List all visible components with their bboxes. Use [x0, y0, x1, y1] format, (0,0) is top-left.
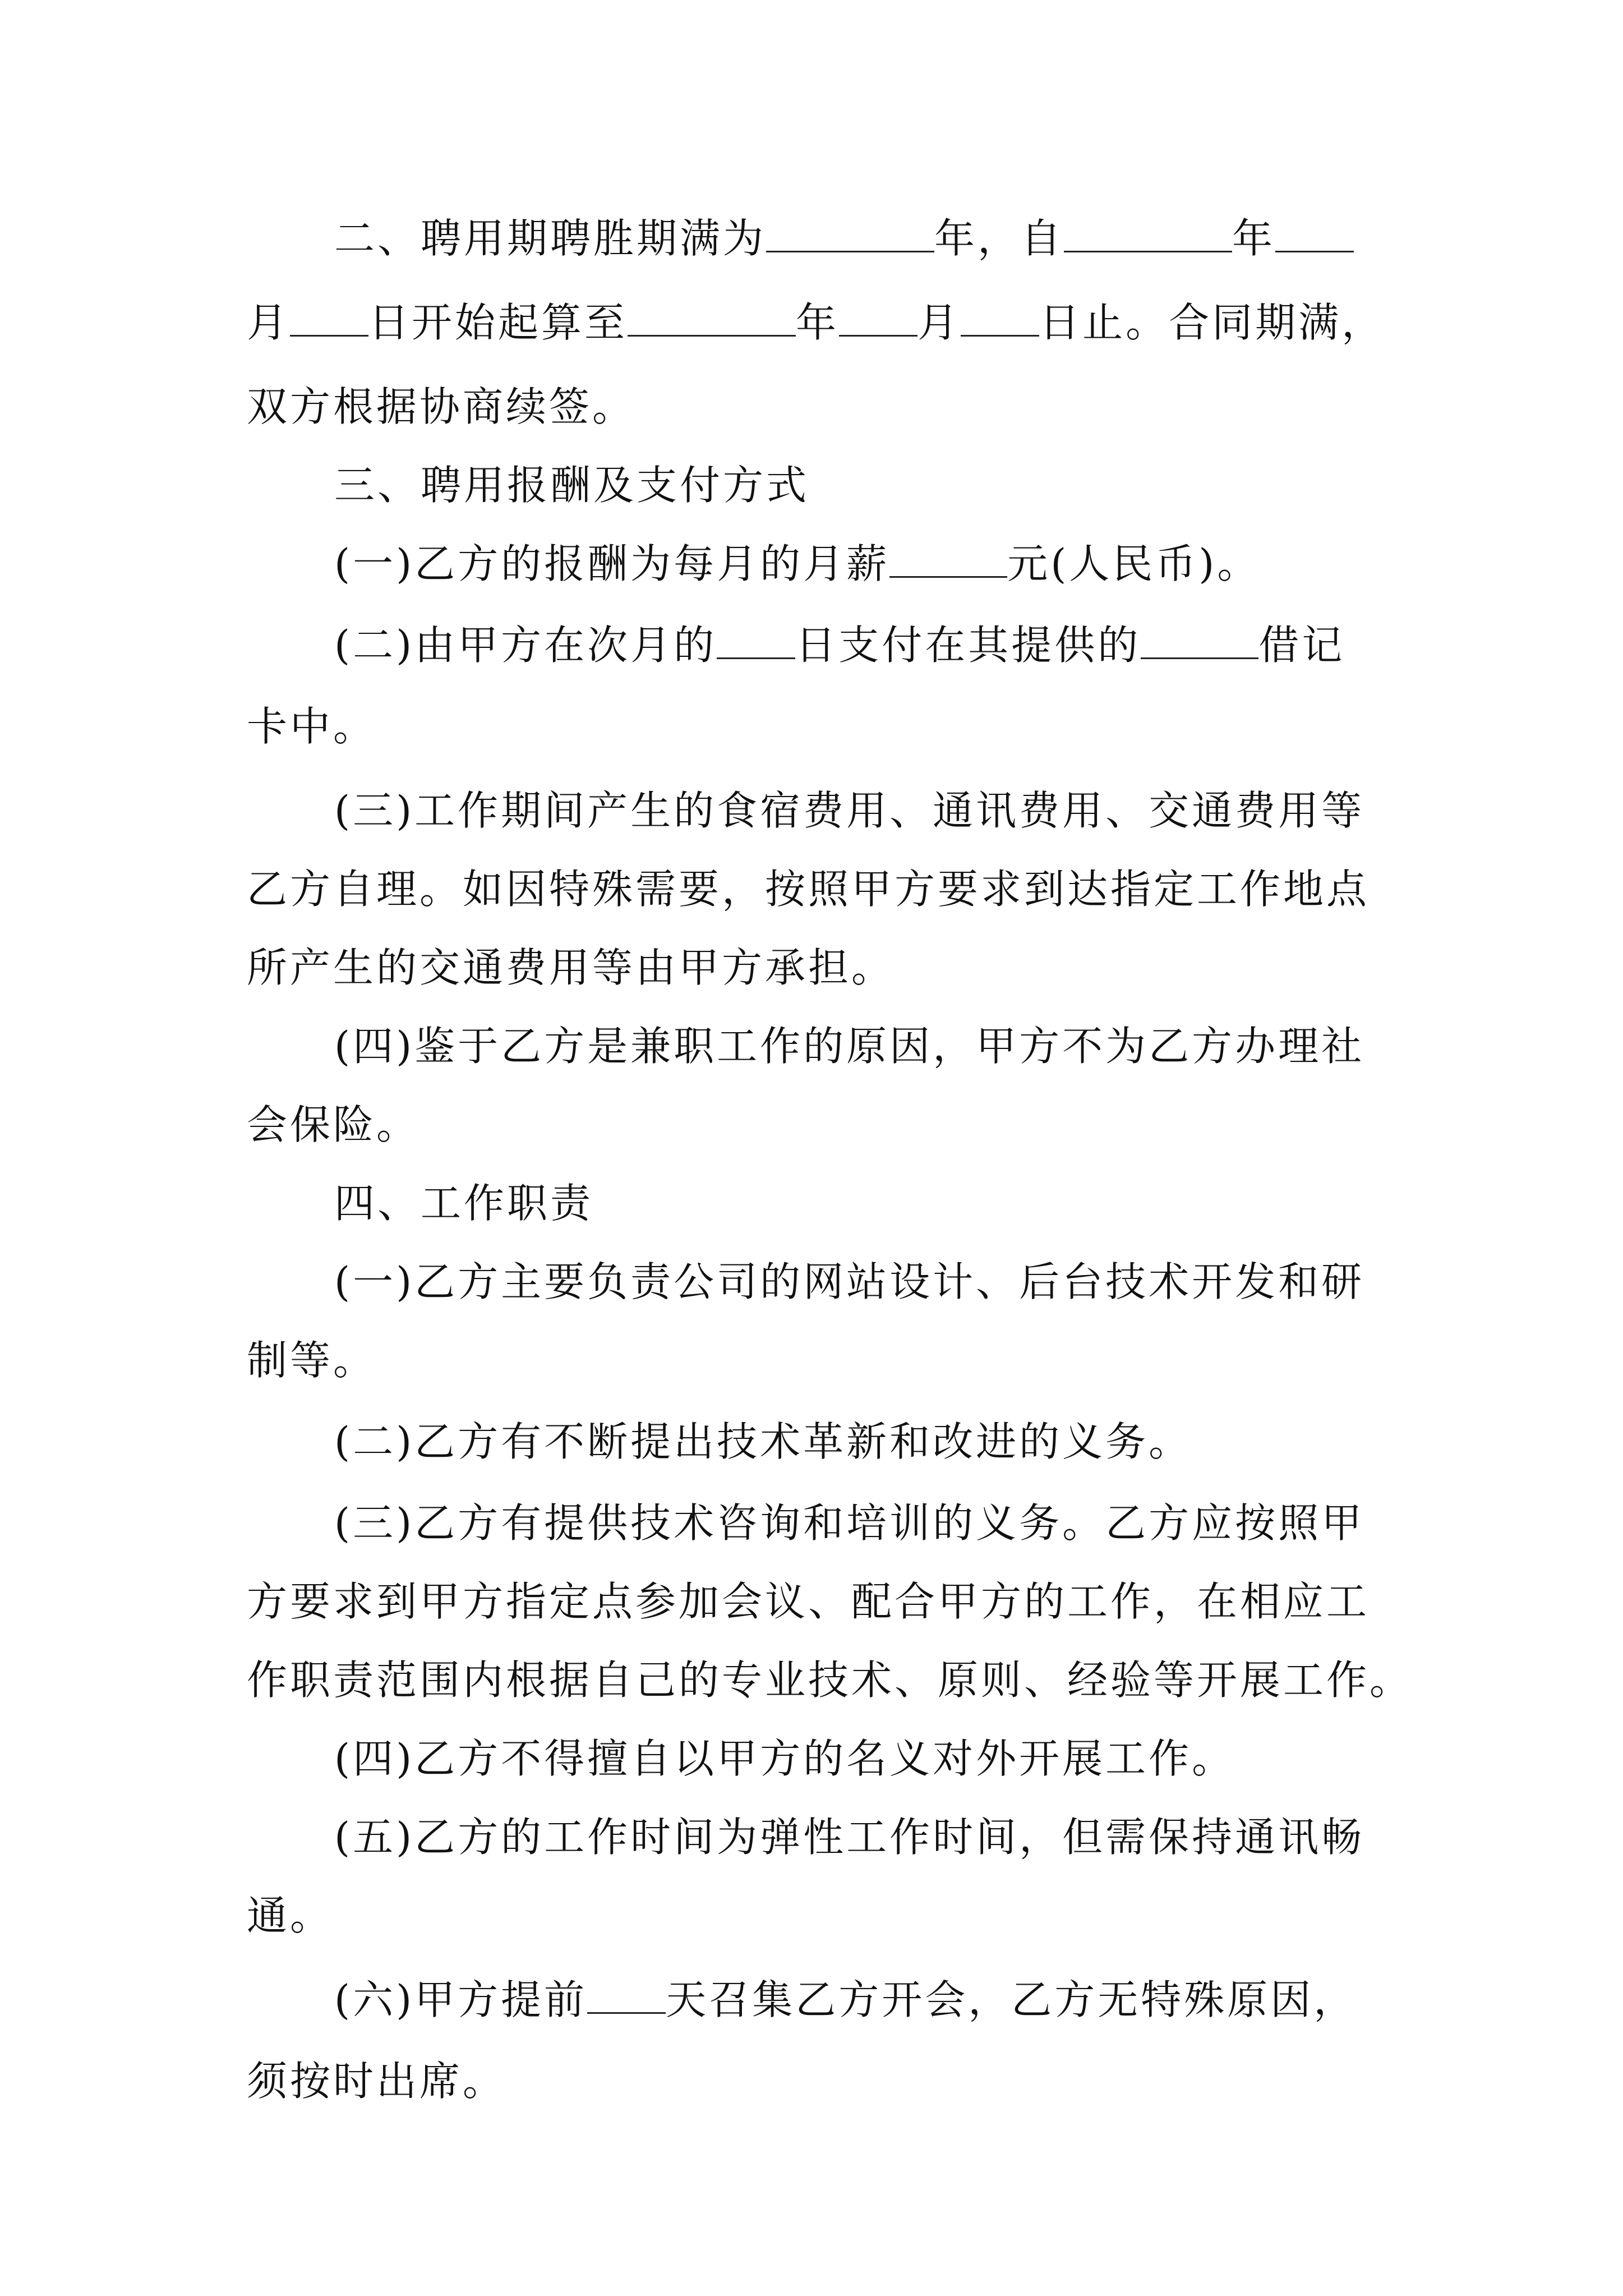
fill-in-blank [290, 295, 368, 337]
text-run: 日开始起算至 [368, 299, 628, 346]
paragraph-line: (三)工作期间产生的食宿费用、通讯费用、交通费用等 [334, 787, 1365, 834]
paragraph-line [247, 295, 1385, 351]
fill-in-blank [628, 295, 796, 337]
paragraph-line: (四)鉴于乙方是兼职工作的原因，甲方不为乙方办理社 [334, 1023, 1365, 1070]
text-run: 日支付在其提供的 [795, 622, 1141, 669]
text-run: 借记 [1258, 622, 1345, 669]
paragraph-line: (四)乙方不得擅自以甲方的名义对外开展工作。 [334, 1735, 1235, 1782]
text-run: 年，自 [934, 215, 1064, 262]
text-run: (一)乙方的报酬为每月的月薪 [334, 540, 890, 587]
paragraph-line [334, 210, 1385, 266]
paragraph-line: (五)乙方的工作时间为弹性工作时间，但需保持通讯畅 [334, 1814, 1365, 1861]
paragraph-line: 通。 [247, 1892, 334, 1939]
text-run: 天召集乙方开会，乙方无特殊原因， [666, 1976, 1357, 2023]
paragraph-line: 双方根据协商续签。 [247, 383, 636, 430]
paragraph-line: 会保险。 [247, 1101, 420, 1148]
text-run: (二)由甲方在次月的 [334, 622, 717, 669]
text-run: 月 [247, 299, 291, 346]
fill-in-blank [1064, 210, 1232, 252]
text-run: 月 [917, 299, 961, 346]
section-heading: 三、聘用报酬及支付方式 [334, 462, 810, 509]
text-run: 元(人民币)。 [1007, 540, 1261, 587]
paragraph-line: 所产生的交通费用等由甲方承担。 [247, 944, 895, 991]
text-run: (六)甲方提前 [334, 1976, 588, 2023]
paragraph-line: (一)乙方主要负责公司的网站设计、后台技术开发和研 [334, 1258, 1365, 1305]
fill-in-blank [961, 295, 1039, 337]
fill-in-blank [766, 210, 934, 252]
paragraph-line [334, 536, 1385, 592]
text-run: 年 [1232, 215, 1276, 262]
paragraph-line: 方要求到甲方指定点参加会议、配合甲方的工作，在相应工 [247, 1578, 1370, 1625]
fill-in-blank [1275, 210, 1354, 252]
paragraph-line: (三)乙方有提供技术咨询和培训的义务。乙方应按照甲 [334, 1499, 1365, 1547]
paragraph-line: 乙方自理。如因特殊需要，按照甲方要求到达指定工作地点 [247, 866, 1370, 913]
text-run: 二、聘用期聘胜期满为 [334, 215, 767, 262]
fill-in-blank [1141, 617, 1258, 659]
section-heading: 四、工作职责 [334, 1180, 594, 1227]
paragraph-line [334, 1972, 1385, 2028]
paragraph-line: 制等。 [247, 1337, 377, 1384]
fill-in-blank [839, 295, 917, 337]
fill-in-blank [889, 536, 1007, 578]
text-run: 年 [796, 299, 840, 346]
paragraph-line [334, 617, 1385, 673]
paragraph-line: 须按时出席。 [247, 2058, 506, 2105]
paragraph-line: 作职责范围内根据自己的专业技术、原则、经验等开展工作。 [247, 1657, 1413, 1704]
fill-in-blank [717, 617, 795, 659]
paragraph-line: (二)乙方有不断提出技术革新和改进的义务。 [334, 1418, 1192, 1465]
fill-in-blank [587, 1972, 666, 2014]
text-run: 日止。合同期满， [1039, 299, 1385, 346]
paragraph-line: 卡中。 [247, 703, 377, 750]
